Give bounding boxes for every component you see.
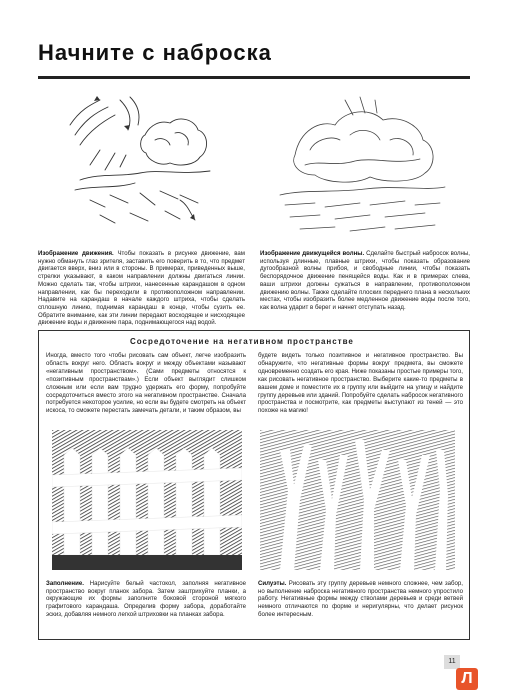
motion-caption-text: Чтобы показать в рисунке движение, вам нужно обмануть глаз зрителя, заставить его поверить в то, что предмет двигается вверх, вниз или в стороны. В примерах, приведенных выше, стрелки указывают, в каком направлении должны двигаться линии. Можно сделать так, чтобы штрихи, нанесенные карандашом в одном направлении, как бы переходили в противоположном направлении. Надавите на карандаш в начале каждого штриха, чтобы сделать сплошную линию, поднимая карандаш в конце, чтобы сузить ее. Обратите внимание, как эти линии передают восходящее и нисходящее движение воды и движение пара, поднимающегося над водой.: [38, 250, 245, 327]
page-title: Начните с наброска: [38, 40, 272, 65]
fill-caption-text: Нарисуйте белый частокол, заполняя негативное пространство вокруг планок забора. Затем заштрихуйте планки, а окружающие их формы заполните боковой стороной мягкого графитового карандаша. Определив форму забора, доработайте эскиз, добавляя немного легкой штриховки на планках забора.: [46, 580, 246, 618]
title-rule: [38, 76, 470, 79]
trees-sketch-image: [260, 430, 455, 570]
motion-caption: [38, 250, 245, 327]
fill-caption-heading: Заполнение.: [46, 580, 84, 587]
motion-sketch-image: [60, 95, 220, 235]
box-paragraph-left: Иногда, вместо того чтобы рисовать сам объект, легче изобразить область вокруг него. Область вокруг и между объектами называют «негативным пространством». (Сами предметы относятся к «позитивным пространствам».) Если объект выглядит слишком сложным или если вам трудно удержать его форму, попробуйте сосредоточиться вместо этого на негативном пространстве. Сначала потребуется некоторое усилие, но если вы будете смотреть на объект искоса, то сможете перестать замечать детали, и таким образом, вы: [46, 352, 246, 415]
wave-sketch-image: [275, 95, 450, 240]
fence-sketch-image: [52, 430, 242, 570]
wave-caption: [260, 250, 470, 312]
box-title: Сосредоточение на негативном пространстве: [130, 337, 354, 346]
fill-caption: [46, 580, 246, 619]
silhouette-caption: [258, 580, 463, 619]
box-paragraph-right: будете видеть только позитивное и негативное пространство. Вы обнаружите, что негативные формы вокруг предмета, вы сможете одновременно создать его края. Ниже показаны простые примеры того, как рисовать негативное пространство. Выберите какие-то предметы в вашем доме и поместите их в группу или выйдите на улицу и найдите группу деревьев или зданий. Попробуйте сделать набросок негативного пространства и посмотрите, как предметы выступают из теней — это похоже на магию!: [258, 352, 463, 415]
wave-caption-text: Сделайте быстрый набросок волны, используя длинные, плавные штрихи, чтобы показать образование дугообразной волны прибоя, и свободные линии, чтобы показать беспорядочное движение пенящейся воды. Как и в примерах слева, ваши штрихи должны сужаться в направлении, противоположном движению волны. Также сделайте плоских переднего плана в нескольких местах, чтобы изобразить более медленное движение воды после того, как волна ударит в берег и начнет отступать назад.: [260, 250, 470, 311]
page-number: 11: [444, 655, 460, 669]
silhouette-caption-text: Рисовать эту группу деревьев немного сложнее, чем забор, но выполнение наброска негативного пространства немного упростило работу. Негативные формы между стволами деревьев и среди ветвей немного отличаются по форме и неригулярны, что делает рисунок более интересным.: [258, 580, 463, 618]
motion-caption-heading: Изображение движения.: [38, 250, 114, 257]
publisher-logo-icon[interactable]: Л: [456, 668, 478, 690]
silhouette-caption-heading: Силуэты.: [258, 580, 287, 587]
wave-caption-heading: Изображение движущейся волны.: [260, 250, 365, 257]
